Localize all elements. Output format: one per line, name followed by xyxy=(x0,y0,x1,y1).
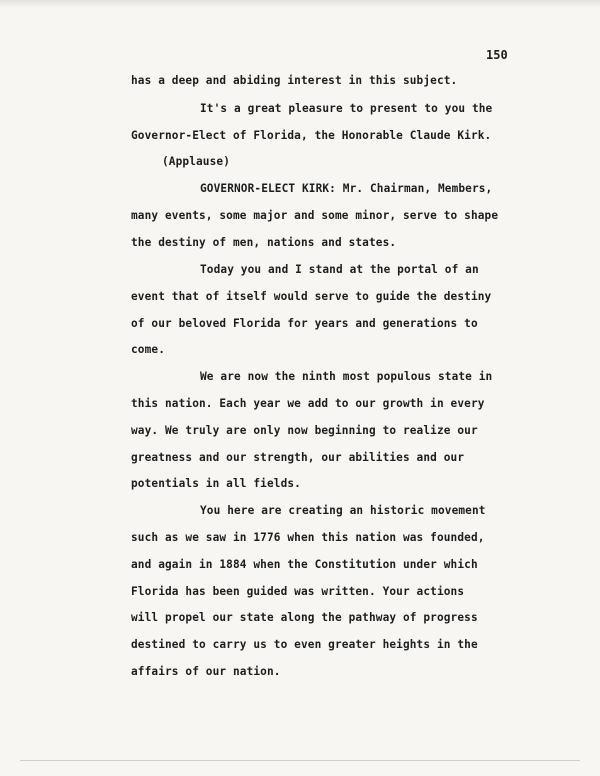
text-line: way. We truly are only now beginning to realize our xyxy=(131,424,478,437)
text-line: come. xyxy=(131,343,165,356)
text-line: Today you and I stand at the portal of an xyxy=(200,263,479,276)
text-line: Governor-Elect of Florida, the Honorable Claude Kirk. xyxy=(131,129,492,142)
text-line: You here are creating an historic movement xyxy=(200,504,486,517)
text-line: potentials in all fields. xyxy=(131,477,301,490)
text-line: It's a great pleasure to present to you the xyxy=(200,102,493,115)
text-line: affairs of our nation. xyxy=(131,665,281,678)
text-line: We are now the ninth most populous state in xyxy=(200,370,493,383)
speaker-line: GOVERNOR-ELECT KIRK: Mr. Chairman, Members, xyxy=(200,182,493,195)
text-line: and again in 1884 when the Constitution under which xyxy=(131,558,478,571)
text-line: of our beloved Florida for years and generations to xyxy=(131,317,478,330)
text-line: destined to carry us to even greater heights in the xyxy=(131,638,478,651)
text-line: Florida has been guided was written. Your actions xyxy=(131,585,465,598)
text-line: such as we saw in 1776 when this nation was founded, xyxy=(131,531,485,544)
scan-bottom-edge xyxy=(20,760,580,761)
scan-edge-shadow xyxy=(0,0,600,8)
text-line: greatness and our strength, our abilities and our xyxy=(131,451,465,464)
text-line: the destiny of men, nations and states. xyxy=(131,236,397,249)
text-line: has a deep and abiding interest in this subject. xyxy=(131,74,458,87)
page-number: 150 xyxy=(486,48,508,62)
text-line: this nation. Each year we add to our growth in every xyxy=(131,397,485,410)
text-line: many events, some major and some minor, serve to shape xyxy=(131,209,499,222)
text-line: (Applause) xyxy=(162,155,230,168)
text-line: will propel our state along the pathway of progress xyxy=(131,611,478,624)
text-line: event that of itself would serve to guide the destiny xyxy=(131,290,492,303)
